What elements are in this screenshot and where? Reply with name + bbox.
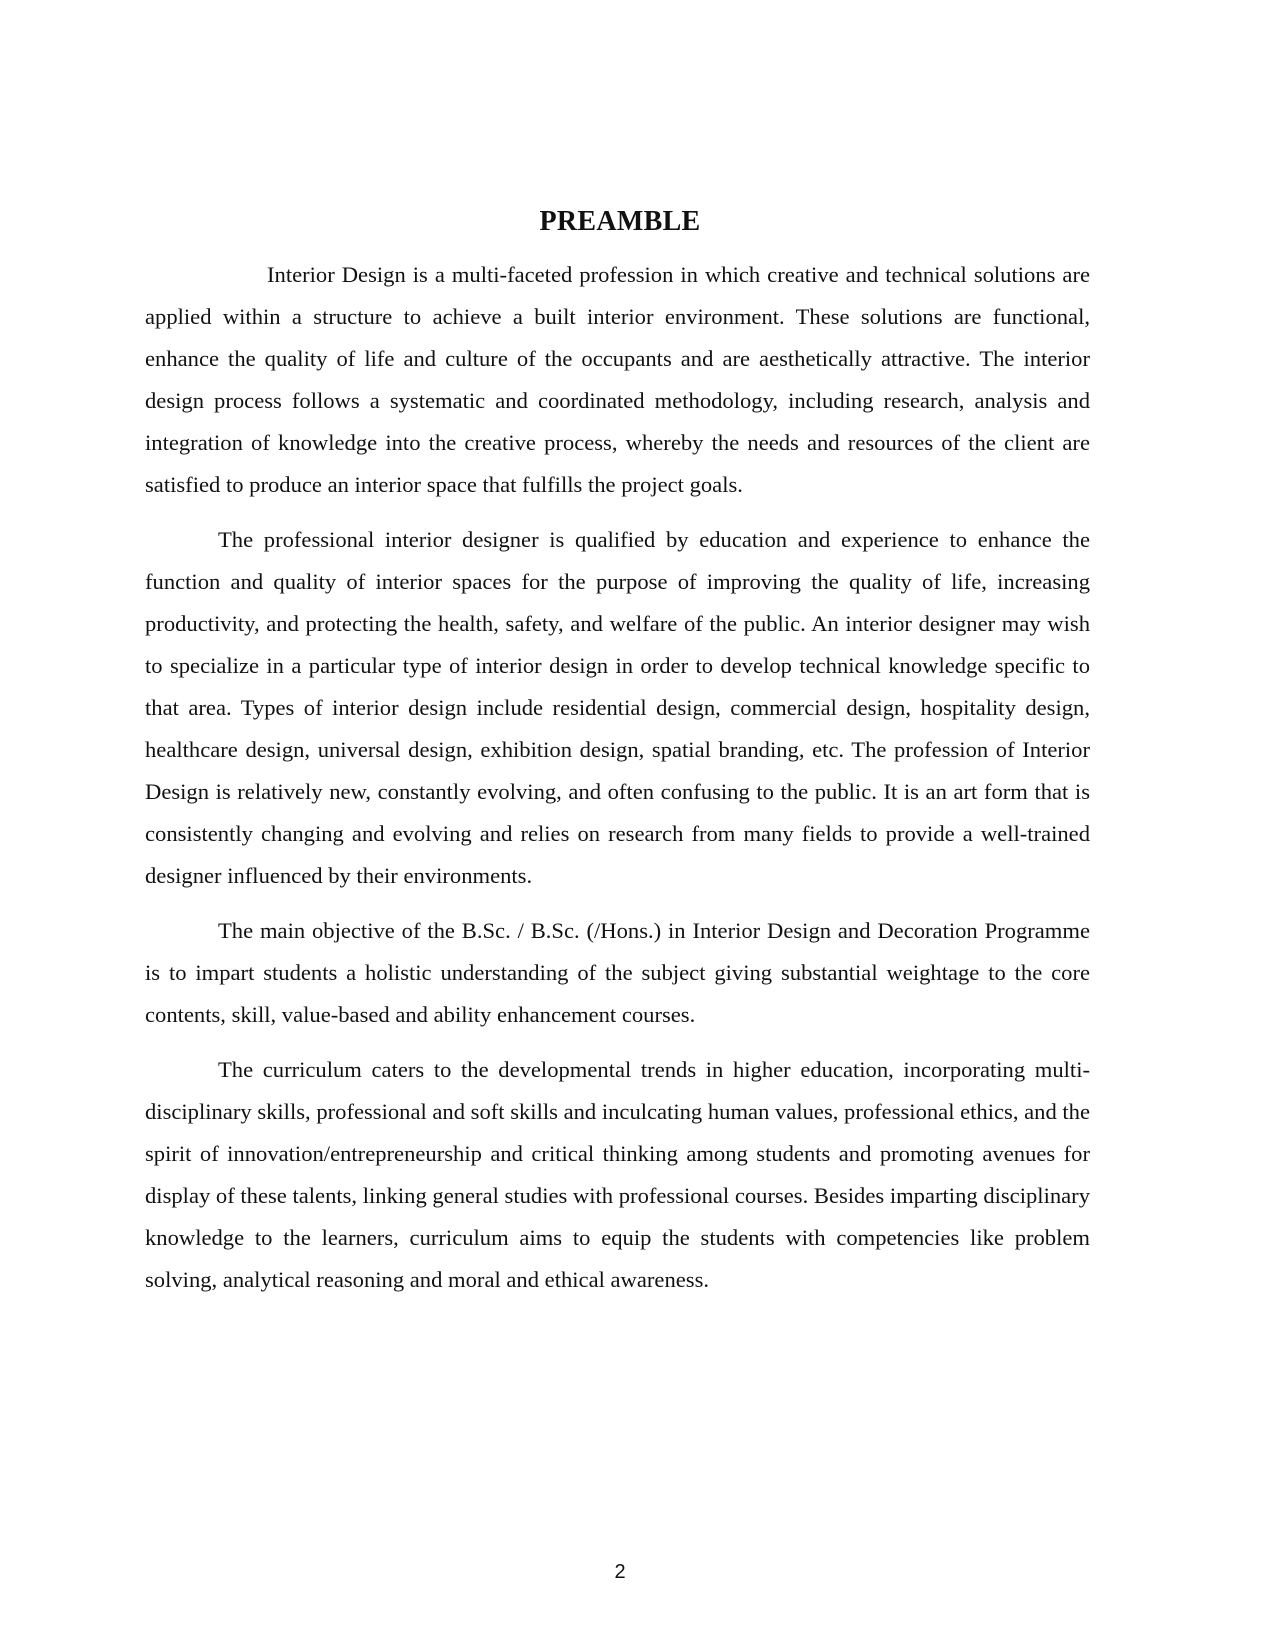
paragraph-programme-objective: The main objective of the B.Sc. / B.Sc. (/Hons.) in Interior Design and Decoration Programme is to impart students a holistic understanding of the subject giving substantial weightage to the core contents, skill, value-based and ability enhancement courses.: [145, 918, 1090, 1027]
body-text: [145, 254, 1090, 1314]
paragraph-interior-design-definition: Interior Design is a multi-faceted profession in which creative and technical solutions are applied within a structure to achieve a built interior environment. These solutions are functional, enhance the quality of life and culture of the occupants and are aesthetically attractive. The interior design process follows a systematic and coordinated methodology, including research, analysis and integration of knowledge into the creative process, whereby the needs and resources of the client are satisfied to produce an interior space that fulfills the project goals.: [145, 262, 1090, 497]
paragraph-curriculum: The curriculum caters to the developmental trends in higher education, incorporating multi-disciplinary skills, professional and soft skills and inculcating human values, professional ethics, and the spirit of innovation/entrepreneurship and critical thinking among students and promoting avenues for display of these talents, linking general studies with professional courses. Besides imparting disciplinary knowledge to the learners, curriculum aims to equip the students with competencies like problem solving, analytical reasoning and moral and ethical awareness.: [145, 1057, 1090, 1292]
page-title: PREAMBLE: [539, 206, 701, 237]
page-number: 2: [614, 1561, 626, 1583]
paragraph-professional-designer: The professional interior designer is qualified by education and experience to enhance the function and quality of interior spaces for the purpose of improving the quality of life, increasing productivity, and protecting the health, safety, and welfare of the public. An interior designer may wish to specialize in a particular type of interior design in order to develop technical knowledge specific to that area. Types of interior design include residential design, commercial design, hospitality design, healthcare design, universal design, exhibition design, spatial branding, etc. The profession of Interior Design is relatively new, constantly evolving, and often confusing to the public. It is an art form that is consistently changing and evolving and relies on research from many fields to provide a well-trained designer influenced by their environments.: [145, 527, 1090, 888]
